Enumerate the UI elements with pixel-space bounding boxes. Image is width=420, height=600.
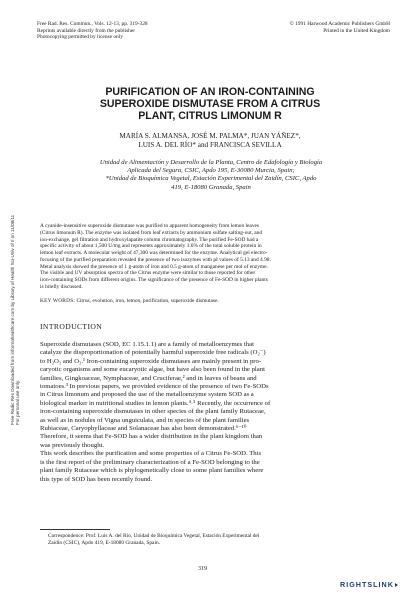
- cursor-icon: [395, 583, 398, 587]
- author-line: MARÍA S. ALMANSA, JOSÉ M. PALMA*, JUAN YÁÑEZ*,: [119, 132, 301, 140]
- abstract-line: lemon leaf extracts. A molecular weight of 47,300 was determined for the enzyme. Analytical gel electro-: [40, 250, 268, 256]
- keywords: [40, 298, 380, 305]
- body-line: in Citrus limonum and proposed the use of the metalloenzyme system SOD as a: [40, 391, 254, 399]
- author-list: [40, 132, 380, 150]
- body-line: tomatoes.³ In previous papers, we provided evidence of the presence of two Fe-SODs: [40, 383, 269, 391]
- body-line: biological marker in nutritional studies in lemon plants.⁴·⁵ Recently, the occurrence of: [40, 399, 271, 407]
- footnote-line: Zaidín (CSIC), Apdo 419, E-18080 Granada, Spain.: [48, 539, 160, 546]
- abstract-line: iron-containing SODs from different origins. The significance of the presence of Fe-SOD in higher plants: [40, 277, 268, 283]
- body-line: Rubiaceae, Caryophyllaceae and Solanaceae has also been demonstrated.⁶⁻¹⁰: [40, 425, 247, 433]
- section-heading-introduction: INTRODUCTION: [40, 322, 103, 331]
- body-line: was previously thought.: [40, 441, 105, 449]
- author-line: LUIS A. DEL RÍO* and FRANCISCA SEVILLA: [138, 141, 282, 149]
- watermark-line: Free Radic Res Downloaded from informahealthcare.com by Library of Health Sci-Univ of Il on 11/08/11: [10, 214, 15, 425]
- abstract-line: A cyanide-insensitive superoxide dismutase was purified to apparent homogeneity from lemon leaves: [40, 223, 260, 229]
- body-line: plant family Rutaceae which is phylogenetically close to some plant families where: [40, 467, 264, 475]
- keywords-text: Citrus, evolution, iron, lemon, purification, superoxide dismutase.: [76, 298, 219, 304]
- introduction-text: [40, 341, 380, 484]
- printed-line: Printed in the United Kingdom: [323, 27, 390, 34]
- watermark-text: [10, 215, 20, 425]
- body-line: as well as in nodules of Vigna unguiculata, and in species of the plant families: [40, 416, 250, 424]
- abstract-line: ion-exchange, gel filtration and hydroxylapatite column chromatography. The purified Fe-SOD had a: [40, 236, 259, 243]
- title-line: PURIFICATION OF AN IRON-CONTAINING: [105, 86, 315, 98]
- abstract: [40, 223, 380, 291]
- reprints-line: Reprints available directly from the publisher: [37, 27, 136, 34]
- watermark-line: For personal use only.: [15, 379, 21, 425]
- abstract-line: (Citrus limonum R). The enzyme was isolated from leaf extracts by ammonium sulfate salting-out, and: [40, 229, 263, 236]
- photocopy-line: Photocopying permitted by license only: [37, 34, 123, 41]
- page-number: 319: [198, 566, 207, 572]
- abstract-line: is briefly discussed.: [40, 283, 83, 290]
- affiliation-line: Unidad de Alimentación y Desarrollo de la Planta, Centro de Edafología y Biología: [99, 159, 323, 166]
- citation-block: [37, 21, 148, 41]
- affiliation-line: *Unidad de Bioquímica Vegetal, Estación Experimental del Zaidín, CSIC, Apdo: [105, 175, 317, 183]
- keywords-label: KEY WORDS:: [40, 298, 76, 304]
- footnote-divider: [40, 529, 110, 530]
- body-line: This work describes the purification and some properties of a Citrus Fe-SOD. This: [40, 450, 262, 458]
- body-line: Therefore, it seems that Fe-SOD has a wider distribution in the plant kingdom than: [40, 433, 263, 441]
- abstract-line: Metal analysis showed the presence of 1 g-atom of iron and 0.5 g-atom of manganese per mol of enzyme.: [40, 263, 268, 270]
- affiliation-line: Aplicada del Segura, CSIC, Apdo 195, E-30080 Murcia, Spain;: [127, 167, 295, 175]
- paper-title: [40, 86, 380, 123]
- abstract-line: focusing of the purified preparation revealed the presence of two isozymes with pI values of 5.13 and 4.98.: [40, 256, 271, 263]
- body-line: iron-containing superoxide dismutases in other species of the plant family Rutaceae,: [40, 408, 266, 416]
- affiliation-line: 419, E-18080 Granada, Spain: [171, 183, 251, 191]
- affiliations: [50, 159, 372, 192]
- abstract-line: The visible and UV absorption spectra of the Citrus enzyme were similar to those reported for other: [40, 270, 256, 277]
- rightslink-logo[interactable]: [340, 580, 398, 589]
- body-line: to H₂O₂ and O₂.¹ Iron-containing superoxide dismutases are mainly present in pro-: [40, 357, 262, 365]
- citation-line: Free Rad. Res. Commun., Vols. 12-13, pp. 319-328: [37, 21, 148, 27]
- logo-text: RIGHTSLINK: [340, 580, 394, 589]
- title-line: PLANT, CITRUS LIMONUM R: [138, 110, 282, 123]
- body-line: catalyze the disproportionation of potentially harmful superoxide free radicals (O₂⁻): [40, 349, 266, 357]
- body-line: families, Gingkoaceae, Nymphaceae, and Cruciferae,² and in leaves of beans and: [40, 374, 257, 382]
- abstract-line: specific activity of about 1,500 U/mg and represents approximately 1.6% of the total soluble protein in: [40, 243, 262, 250]
- title-line: SUPEROXIDE DISMUTASE FROM A CITRUS: [99, 98, 321, 111]
- body-line: this type of SOD has been recently found.: [40, 475, 153, 483]
- copyright-block: [290, 21, 390, 34]
- copyright-line: © 1991 Harwood Academic Publishers GmbH: [289, 21, 390, 27]
- correspondence-footnote: [48, 533, 380, 546]
- download-watermark: [4, 185, 24, 425]
- body-line: caryotic organisms and some eucaryotic algae, but have also been found in the plant: [40, 366, 265, 374]
- body-line: is the first report of the preliminary characterization of a Fe-SOD belonging to the: [40, 458, 260, 466]
- body-line: Superoxide dismutases (SOD, EC 1.15.1.1) are a family of metalloenzymes that: [40, 341, 254, 348]
- footnote-line: Correspondence: Prof. Luis A. del Río, Unidad de Bioquímica Vegetal, Estación Experimental del: [48, 533, 260, 539]
